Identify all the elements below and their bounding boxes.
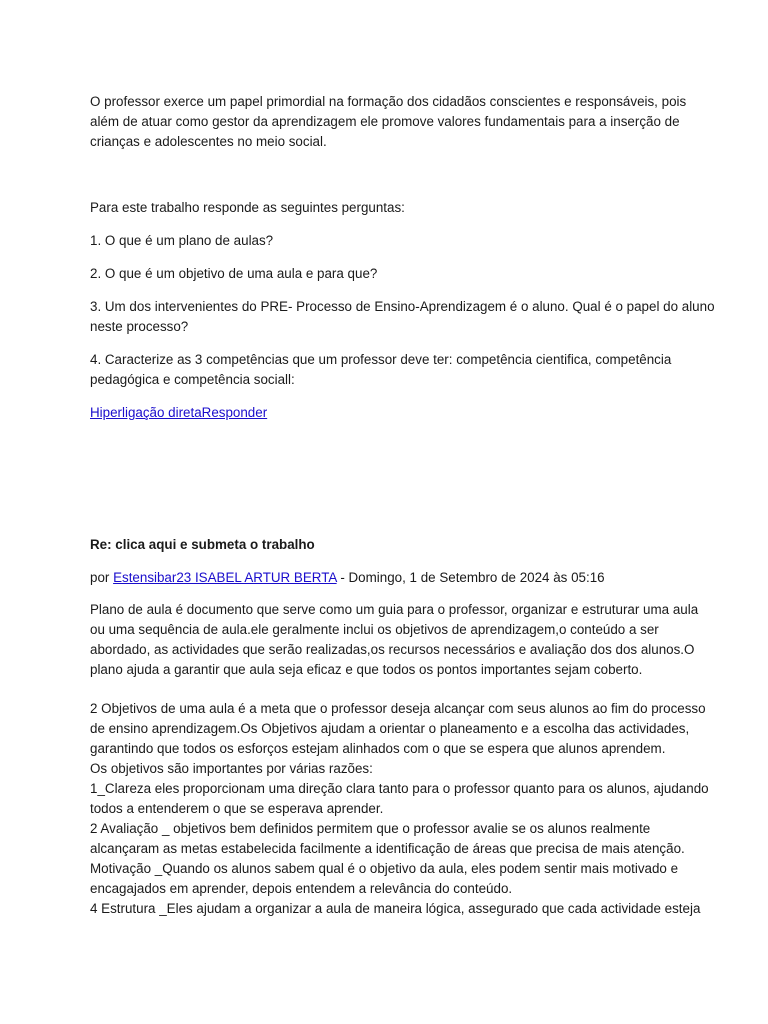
text-line: Re: clica aqui e submeta o trabalho — [90, 537, 315, 552]
text-line: 4. Caracterize as 3 competências que um professor deve ter: competência cientifica, competência — [90, 352, 672, 367]
text-line: todos a entenderem o que se esperava aprender. — [90, 801, 384, 816]
text-line: alcançaram as metas estabelecida facilmente a identificação de áreas que precisa de mais atenção. — [90, 841, 685, 856]
direct-link-paragraph — [90, 403, 690, 423]
text-line: Para este trabalho responde as seguintes perguntas: — [90, 200, 405, 215]
text-line: Plano de aula é documento que serve como um guia para o professor, organizar e estruturar uma aula — [90, 602, 699, 617]
text-line: 4 Estrutura _Eles ajudam a organizar a aula de maneira lógica, assegurado que cada actividade esteja — [90, 901, 701, 916]
question-2 — [90, 264, 690, 284]
text-line: Motivação _Quando os alunos sabem qual é o objetivo da aula, eles podem sentir mais motivado e — [90, 861, 679, 876]
text-line: de ensino aprendizagem.Os Objetivos ajudam a orientar o planeamento e a escolha das actividades, — [90, 721, 690, 736]
text-line: além de atuar como gestor da aprendizagem ele promove valores fundamentais para a inserção de — [90, 114, 680, 129]
question-3 — [90, 297, 715, 337]
intro-paragraph — [90, 92, 690, 152]
text-line: O professor exerce um papel primordial na formação dos cidadãos conscientes e responsáveis, pois — [90, 94, 687, 109]
reply-paragraph-1 — [90, 600, 699, 680]
task-prompt — [90, 198, 690, 218]
text-line: crianças e adolescentes no meio social. — [90, 134, 327, 149]
question-4 — [90, 350, 690, 390]
text-line: garantindo que todos os esforços estejam alinhados com o que se espera que alunos aprendem. — [90, 741, 666, 756]
text-line: 2 Avaliação _ objetivos bem definidos permitem que o professor avalie se os alunos realmente — [90, 821, 651, 836]
post-date: - Domingo, 1 de Setembro de 2024 às 05:16 — [336, 570, 605, 585]
text-line: pedagógica e competência sociall: — [90, 372, 295, 387]
text-line: encagajados em aprender, depois entendem a relevância do conteúdo. — [90, 881, 513, 896]
reply-title — [90, 535, 690, 555]
text-line: Os objetivos são importantes por várias razões: — [90, 761, 373, 776]
text-line: 2 Objetivos de uma aula é a meta que o professor deseja alcançar com seus alunos ao fim do processo — [90, 701, 706, 716]
text-line: 1. O que é um plano de aulas? — [90, 233, 274, 248]
byline-prefix: por — [90, 570, 114, 585]
text-line: abordado, as actividades que serão realizadas,os recursos necessários e avaliação dos dos alunos.O — [90, 642, 695, 657]
byline-line — [90, 568, 690, 588]
question-1 — [90, 231, 690, 251]
author-link[interactable]: Estensibar23 ISABEL ARTUR BERTA — [113, 570, 337, 585]
text-line: 2. O que é um objetivo de uma aula e para que? — [90, 266, 378, 281]
text-line: ou uma sequência de aula.ele geralmente inclui os objetivos de aprendizagem,o conteúdo a ser — [90, 622, 659, 637]
reply-paragraph-2 — [90, 699, 709, 919]
direct-link-reply[interactable]: Hiperligação diretaResponder — [90, 405, 268, 420]
text-line: 3. Um dos intervenientes do PRE- Processo de Ensino-Aprendizagem é o aluno. Qual é o papel do aluno — [90, 299, 715, 314]
text-line: neste processo? — [90, 319, 189, 334]
text-line: plano ajuda a garantir que aula seja eficaz e que todos os pontos importantes sejam coberto. — [90, 662, 643, 677]
reply-byline — [90, 568, 690, 588]
text-line: 1_Clareza eles proporcionam uma direção clara tanto para o professor quanto para os alunos, ajudando — [90, 781, 709, 796]
